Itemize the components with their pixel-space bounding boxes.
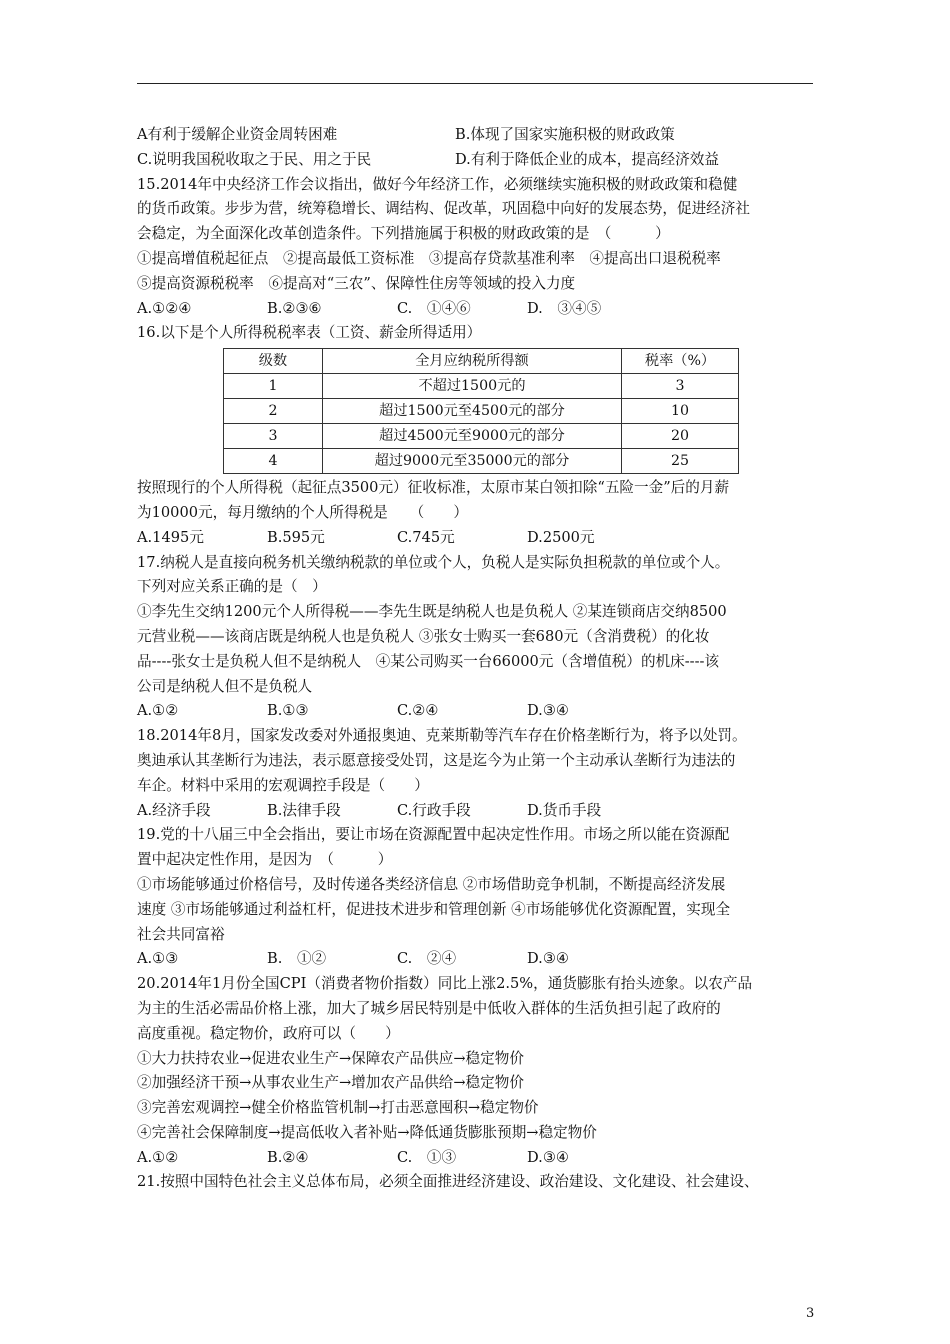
q14-options-row-2 xyxy=(137,148,815,173)
q20-line: ③完善宏观调控→健全价格监管机制→打击恶意囤积→稳定物价 xyxy=(137,1099,539,1117)
q17-line: 公司是纳税人但不是负税人 xyxy=(137,677,313,695)
tax-table-cell: 25 xyxy=(622,449,739,474)
q17-option-c: C.②④ xyxy=(397,702,439,720)
q19-options xyxy=(137,947,815,972)
q15-line: 会稳定，为全面深化改革创造条件。下列措施属于积极的财政政策的是 （ ） xyxy=(137,225,670,243)
q20-options xyxy=(137,1146,815,1171)
q14-option-b: B.体现了国家实施积极的财政政策 xyxy=(455,126,675,143)
tax-table-row xyxy=(224,374,739,399)
tax-table-cell: 3 xyxy=(224,424,323,449)
q15-line: ⑤提高资源税税率 ⑥提高对“三农”、保障性住房等领域的投入力度 xyxy=(137,274,576,292)
q14-option-c: C.说明我国税收取之于民、用之于民 xyxy=(137,150,372,168)
q14-option-a: A有利于缓解企业资金周转困难 xyxy=(137,126,338,143)
q16-line: 按照现行的个人所得税（起征点3500元）征收标准，太原市某白领扣除“五险一金”后的月薪 xyxy=(137,479,730,497)
q17-options xyxy=(137,699,815,724)
tax-table-header-row xyxy=(224,349,739,374)
tax-table-cell: 超过4500元至9000元的部分 xyxy=(323,424,622,449)
tax-table-cell: 1 xyxy=(224,374,323,399)
q18-option-d: D.货币手段 xyxy=(527,801,602,819)
q20-option-c: C. ①③ xyxy=(397,1148,457,1166)
q20-line: 为主的生活必需品价格上涨，加大了城乡居民特别是中低收入群体的生活负担引起了政府的 xyxy=(137,999,721,1017)
q20-option-d: D.③④ xyxy=(527,1148,569,1166)
q18-line: 奥迪承认其垄断行为违法，表示愿意接受处罚，这是迄今为止第一个主动承认垄断行为违法的 xyxy=(137,751,736,769)
q15-line: 的货币政策。步步为营，统筹稳增长、调结构、促改革，巩固稳中向好的发展态势，促进经济社 xyxy=(137,200,750,218)
q18-option-b: B.法律手段 xyxy=(267,801,341,819)
q19-line: 社会共同富裕 xyxy=(137,925,225,943)
q15-option-a: A.①②④ xyxy=(137,299,192,317)
tax-table-cell: 不超过1500元的 xyxy=(323,374,622,399)
q18-line: 车企。材料中采用的宏观调控手段是（ ） xyxy=(137,776,429,794)
tax-table-row xyxy=(224,449,739,474)
q18-option-c: C.行政手段 xyxy=(397,801,471,819)
q19-line: 速度 ③市场能够通过利益杠杆，促进技术进步和管理创新 ④市场能够优化资源配置，实现全 xyxy=(137,900,731,918)
q15-option-d: D. ③④⑤ xyxy=(527,299,602,317)
q16-option-a: A.1495元 xyxy=(137,528,204,546)
q15-option-b: B.②③⑥ xyxy=(267,299,322,317)
q15-line: 15.2014年中央经济工作会议指出，做好今年经济工作，必须继续实施积极的财政政策和稳健 xyxy=(137,175,738,193)
tax-table-header: 税率（%） xyxy=(622,349,739,374)
page-number: 3 xyxy=(806,1306,815,1321)
q18-option-a: A.经济手段 xyxy=(137,801,211,819)
q18-line: 18.2014年8月，国家发改委对外通报奥迪、克莱斯勒等汽车存在价格垄断行为，将予以处罚。 xyxy=(137,727,747,745)
q18-options xyxy=(137,799,815,824)
q20-line: ②加强经济干预→从事农业生产→增加农产品供给→稳定物价 xyxy=(137,1074,524,1092)
q20-line: 20.2014年1月份全国CPI（消费者物价指数）同比上涨2.5%，通货膨胀有抬头迹象。以农产品 xyxy=(137,975,753,993)
q15-options xyxy=(137,297,815,322)
q19-option-c: C. ②④ xyxy=(397,950,457,968)
tax-table-cell: 20 xyxy=(622,424,739,449)
q16-options xyxy=(137,526,815,551)
q20-option-b: B.②④ xyxy=(267,1148,309,1166)
q16-intro: 16.以下是个人所得税税率表（工资、薪金所得适用） xyxy=(137,324,482,342)
tax-table-cell: 10 xyxy=(622,399,739,424)
tax-table-cell: 超过1500元至4500元的部分 xyxy=(323,399,622,424)
q17-line: ①李先生交纳1200元个人所得税——李先生既是纳税人也是负税人 ②某连锁商店交纳8500 xyxy=(137,603,727,621)
q19-line: ①市场能够通过价格信号，及时传递各类经济信息 ②市场借助竞争机制，不断提高经济发展 xyxy=(137,875,726,893)
q17-line: 元营业税——该商店既是纳税人也是负税人 ③张女士购买一套680元（含消费税）的化妆 xyxy=(137,627,710,645)
q20-option-a: A.①② xyxy=(137,1148,179,1166)
q17-option-a: A.①② xyxy=(137,702,179,720)
tax-rate-table xyxy=(223,348,739,474)
q19-line: 19.党的十八届三中全会指出，要让市场在资源配置中起决定性作用。市场之所以能在资源配 xyxy=(137,826,730,844)
tax-table-row xyxy=(224,399,739,424)
q15-line: ①提高增值税起征点 ②提高最低工资标准 ③提高存贷款基准利率 ④提高出口退税税率 xyxy=(137,249,721,267)
tax-table-cell: 3 xyxy=(622,374,739,399)
q20-line: ①大力扶持农业→促进农业生产→保障农产品供应→稳定物价 xyxy=(137,1049,524,1067)
tax-table-cell: 2 xyxy=(224,399,323,424)
q16-option-b: B.595元 xyxy=(267,528,325,546)
tax-table-header: 级数 xyxy=(224,349,323,374)
q17-option-d: D.③④ xyxy=(527,702,569,720)
q19-option-a: A.①③ xyxy=(137,950,179,968)
q16-option-d: D.2500元 xyxy=(527,528,595,546)
q14-options-row-1 xyxy=(137,123,815,148)
q14-option-d: D.有利于降低企业的成本，提高经济效益 xyxy=(455,150,719,168)
q17-line: 品----张女士是负税人但不是纳税人 ④某公司购买一台66000元（含增值税）的机床----该 xyxy=(137,652,720,670)
tax-table-cell: 4 xyxy=(224,449,323,474)
tax-table-header: 全月应纳税所得额 xyxy=(323,349,622,374)
q19-option-b: B. ①② xyxy=(267,950,327,968)
tax-table-row xyxy=(224,424,739,449)
q16-line: 为10000元，每月缴纳的个人所得税是 （ ） xyxy=(137,503,469,521)
q19-option-d: D.③④ xyxy=(527,950,569,968)
header-rule xyxy=(137,83,813,84)
q17-line: 17.纳税人是直接向税务机关缴纳税款的单位或个人，负税人是实际负担税款的单位或个人。 xyxy=(137,553,730,571)
q15-option-c: C. ①④⑥ xyxy=(397,299,471,317)
q17-option-b: B.①③ xyxy=(267,702,309,720)
tax-table-cell: 超过9000元至35000元的部分 xyxy=(323,449,622,474)
q19-line: 置中起决定性作用，是因为 （ ） xyxy=(137,851,393,869)
q16-option-c: C.745元 xyxy=(397,528,455,546)
q17-line: 下列对应关系正确的是（ ） xyxy=(137,578,327,596)
q21-line: 21.按照中国特色社会主义总体布局，必须全面推进经济建设、政治建设、文化建设、社会建设、 xyxy=(137,1173,759,1191)
q20-line: ④完善社会保障制度→提高低收入者补贴→降低通货膨胀预期→稳定物价 xyxy=(137,1123,597,1141)
q20-line: 高度重视。稳定物价，政府可以（ ） xyxy=(137,1024,400,1042)
page-content xyxy=(137,123,815,1195)
